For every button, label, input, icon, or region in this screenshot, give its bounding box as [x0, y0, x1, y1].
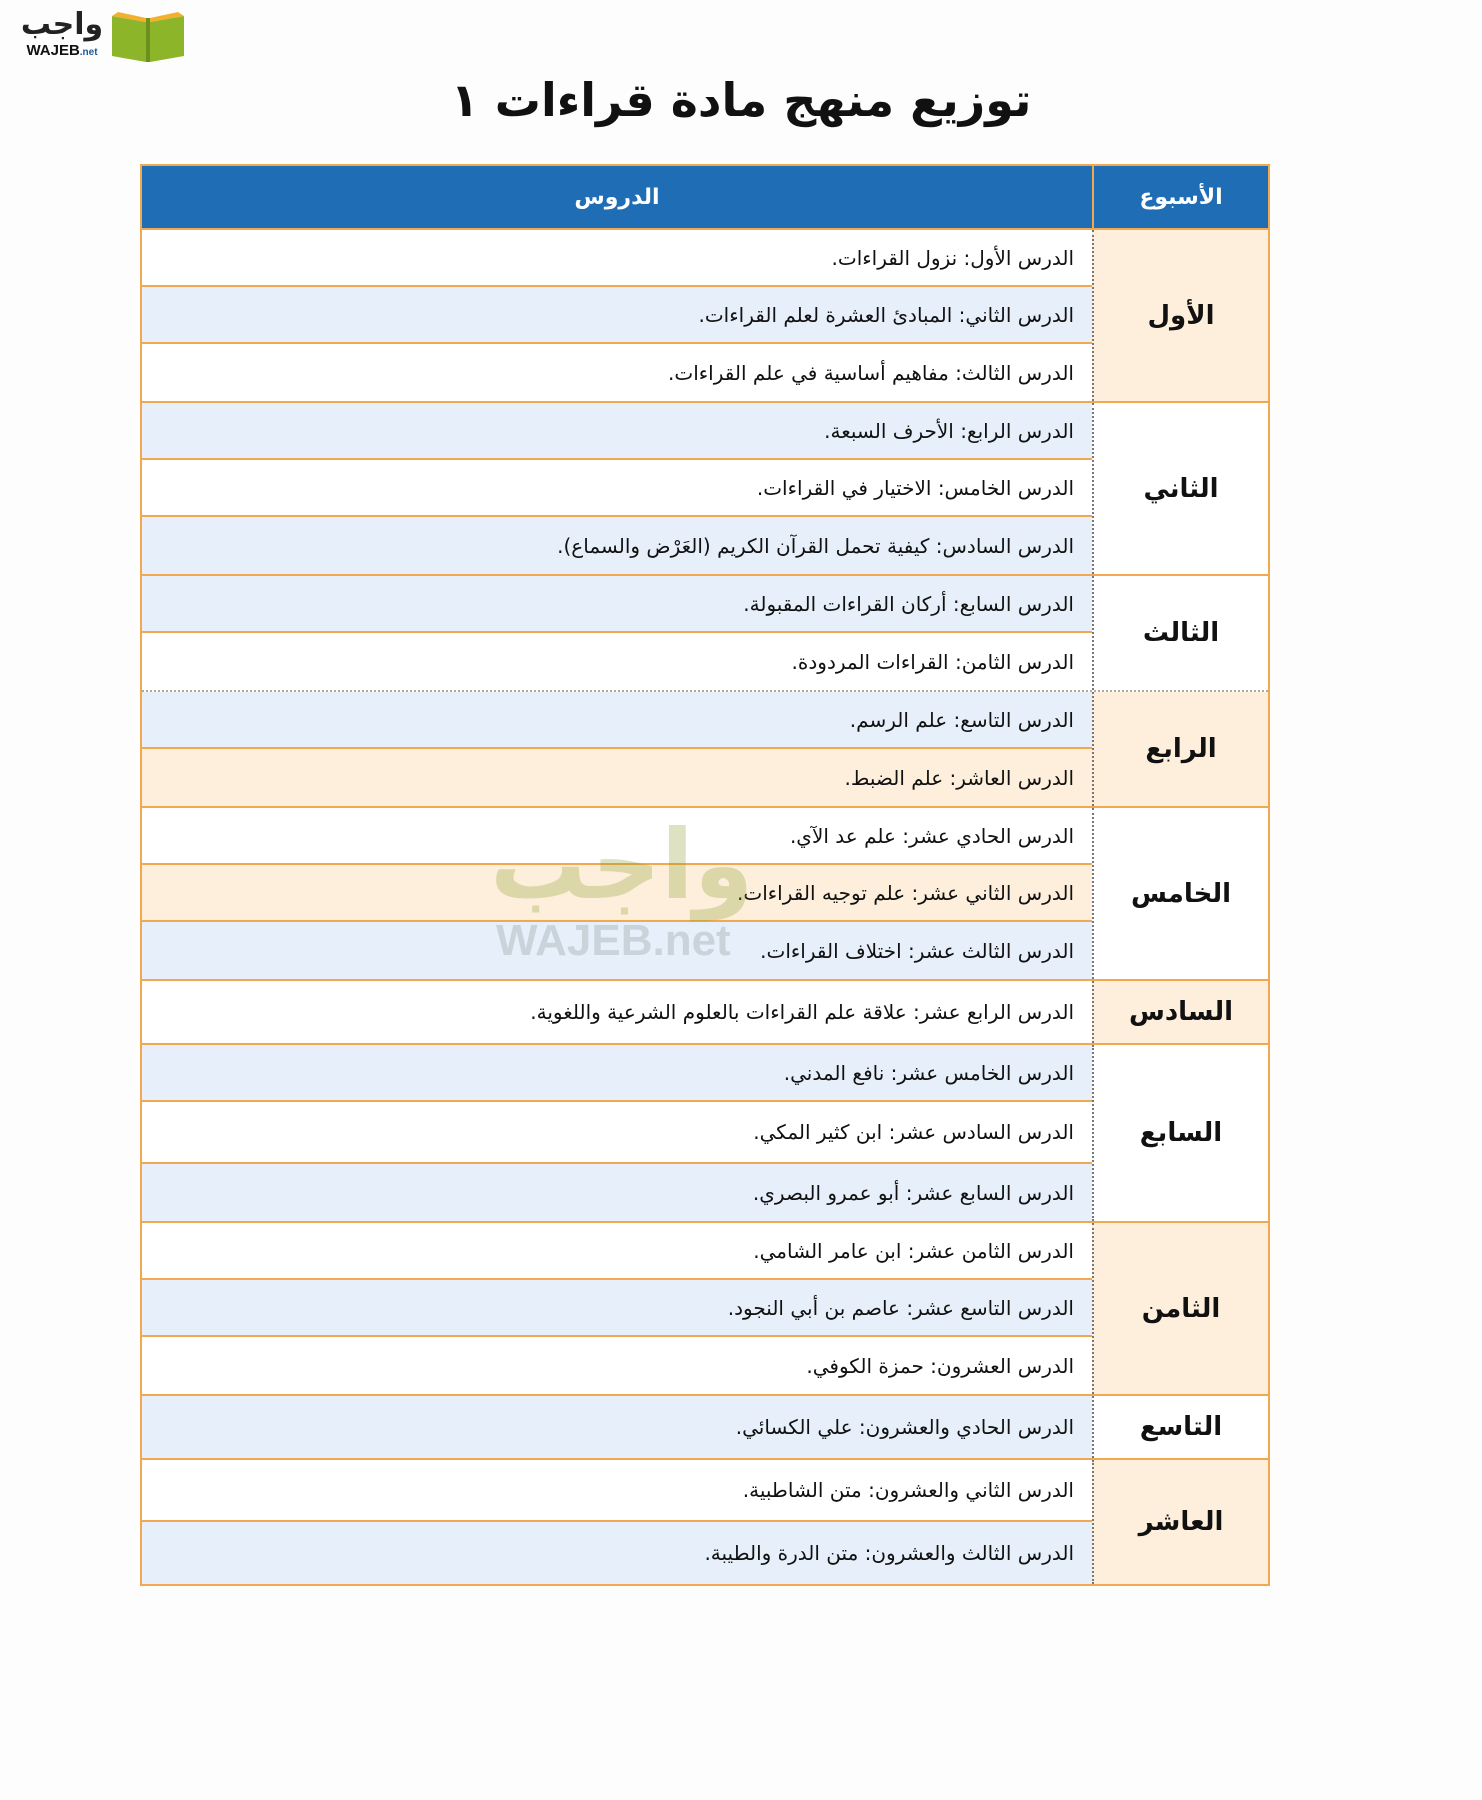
- lesson-cell: الدرس الخامس: الاختيار في القراءات.: [142, 460, 1092, 517]
- site-logo[interactable]: [12, 6, 190, 66]
- lesson-cell: الدرس العشرون: حمزة الكوفي.: [142, 1337, 1092, 1394]
- week-name: الثاني: [1092, 403, 1268, 574]
- lesson-cell: الدرس الأول: نزول القراءات.: [142, 230, 1092, 287]
- lesson-cell: الدرس الثاني عشر: علم توجيه القراءات.: [142, 865, 1092, 922]
- week-name: السادس: [1092, 981, 1268, 1043]
- week-row: [142, 981, 1268, 1045]
- lesson-cell: الدرس السابع: أركان القراءات المقبولة.: [142, 576, 1092, 633]
- week-row: [142, 403, 1268, 576]
- lesson-cell: الدرس الرابع: الأحرف السبعة.: [142, 403, 1092, 460]
- watermark-latin: WAJEB.net: [496, 916, 731, 965]
- week-row: [142, 230, 1268, 403]
- lesson-cell: الدرس الثالث عشر: اختلاف القراءات.: [142, 922, 1092, 979]
- week-name: الخامس: [1092, 808, 1268, 979]
- week-name: الرابع: [1092, 692, 1268, 806]
- logo-arabic-text: واجب: [20, 7, 104, 42]
- header-week: الأسبوع: [1092, 166, 1268, 228]
- week-name: الثامن: [1092, 1223, 1268, 1394]
- lesson-cell: الدرس التاسع: علم الرسم.: [142, 692, 1092, 749]
- lesson-cell: الدرس الثالث: مفاهيم أساسية في علم القراءات.: [142, 344, 1092, 401]
- week-name: التاسع: [1092, 1396, 1268, 1458]
- watermark-arabic: واجب: [490, 809, 754, 921]
- week-name: العاشر: [1092, 1460, 1268, 1584]
- lesson-cell: الدرس الخامس عشر: نافع المدني.: [142, 1045, 1092, 1102]
- week-row: [142, 808, 1268, 981]
- week-name: السابع: [1092, 1045, 1268, 1221]
- week-row: [142, 692, 1268, 808]
- week-row: [142, 1223, 1268, 1396]
- page-title: توزيع منهج مادة قراءات ١: [450, 73, 1032, 127]
- lesson-cell: الدرس الحادي عشر: علم عد الآي.: [142, 808, 1092, 865]
- lesson-cell: الدرس الثامن: القراءات المردودة.: [142, 633, 1092, 690]
- curriculum-table: [140, 164, 1270, 1586]
- lesson-cell: الدرس السابع عشر: أبو عمرو البصري.: [142, 1164, 1092, 1221]
- week-row: [142, 576, 1268, 692]
- lesson-cell: الدرس التاسع عشر: عاصم بن أبي النجود.: [142, 1280, 1092, 1337]
- header-lessons: الدروس: [574, 184, 660, 210]
- logo-latin-text: WAJEB.net: [26, 42, 98, 59]
- week-name: الثالث: [1092, 576, 1268, 690]
- lesson-cell: الدرس الثالث والعشرون: متن الدرة والطيبة.: [142, 1522, 1092, 1584]
- week-row: [142, 1460, 1268, 1584]
- week-row: [142, 1045, 1268, 1223]
- lesson-cell: الدرس الثاني والعشرون: متن الشاطبية.: [142, 1460, 1092, 1522]
- lesson-cell: الدرس السادس عشر: ابن كثير المكي.: [142, 1102, 1092, 1164]
- lesson-cell: الدرس الحادي والعشرون: علي الكسائي.: [142, 1396, 1092, 1458]
- week-row: [142, 1396, 1268, 1460]
- lesson-cell: الدرس الثامن عشر: ابن عامر الشامي.: [142, 1223, 1092, 1280]
- lesson-cell: الدرس العاشر: علم الضبط.: [142, 749, 1092, 806]
- lesson-cell: الدرس الثاني: المبادئ العشرة لعلم القراءات.: [142, 287, 1092, 344]
- week-name: الأول: [1092, 230, 1268, 401]
- lesson-cell: الدرس السادس: كيفية تحمل القرآن الكريم (العَرْض والسماع).: [142, 517, 1092, 574]
- lesson-cell: الدرس الرابع عشر: علاقة علم القراءات بالعلوم الشرعية واللغوية.: [142, 981, 1092, 1043]
- table-header: [142, 166, 1268, 230]
- book-icon: [108, 6, 188, 64]
